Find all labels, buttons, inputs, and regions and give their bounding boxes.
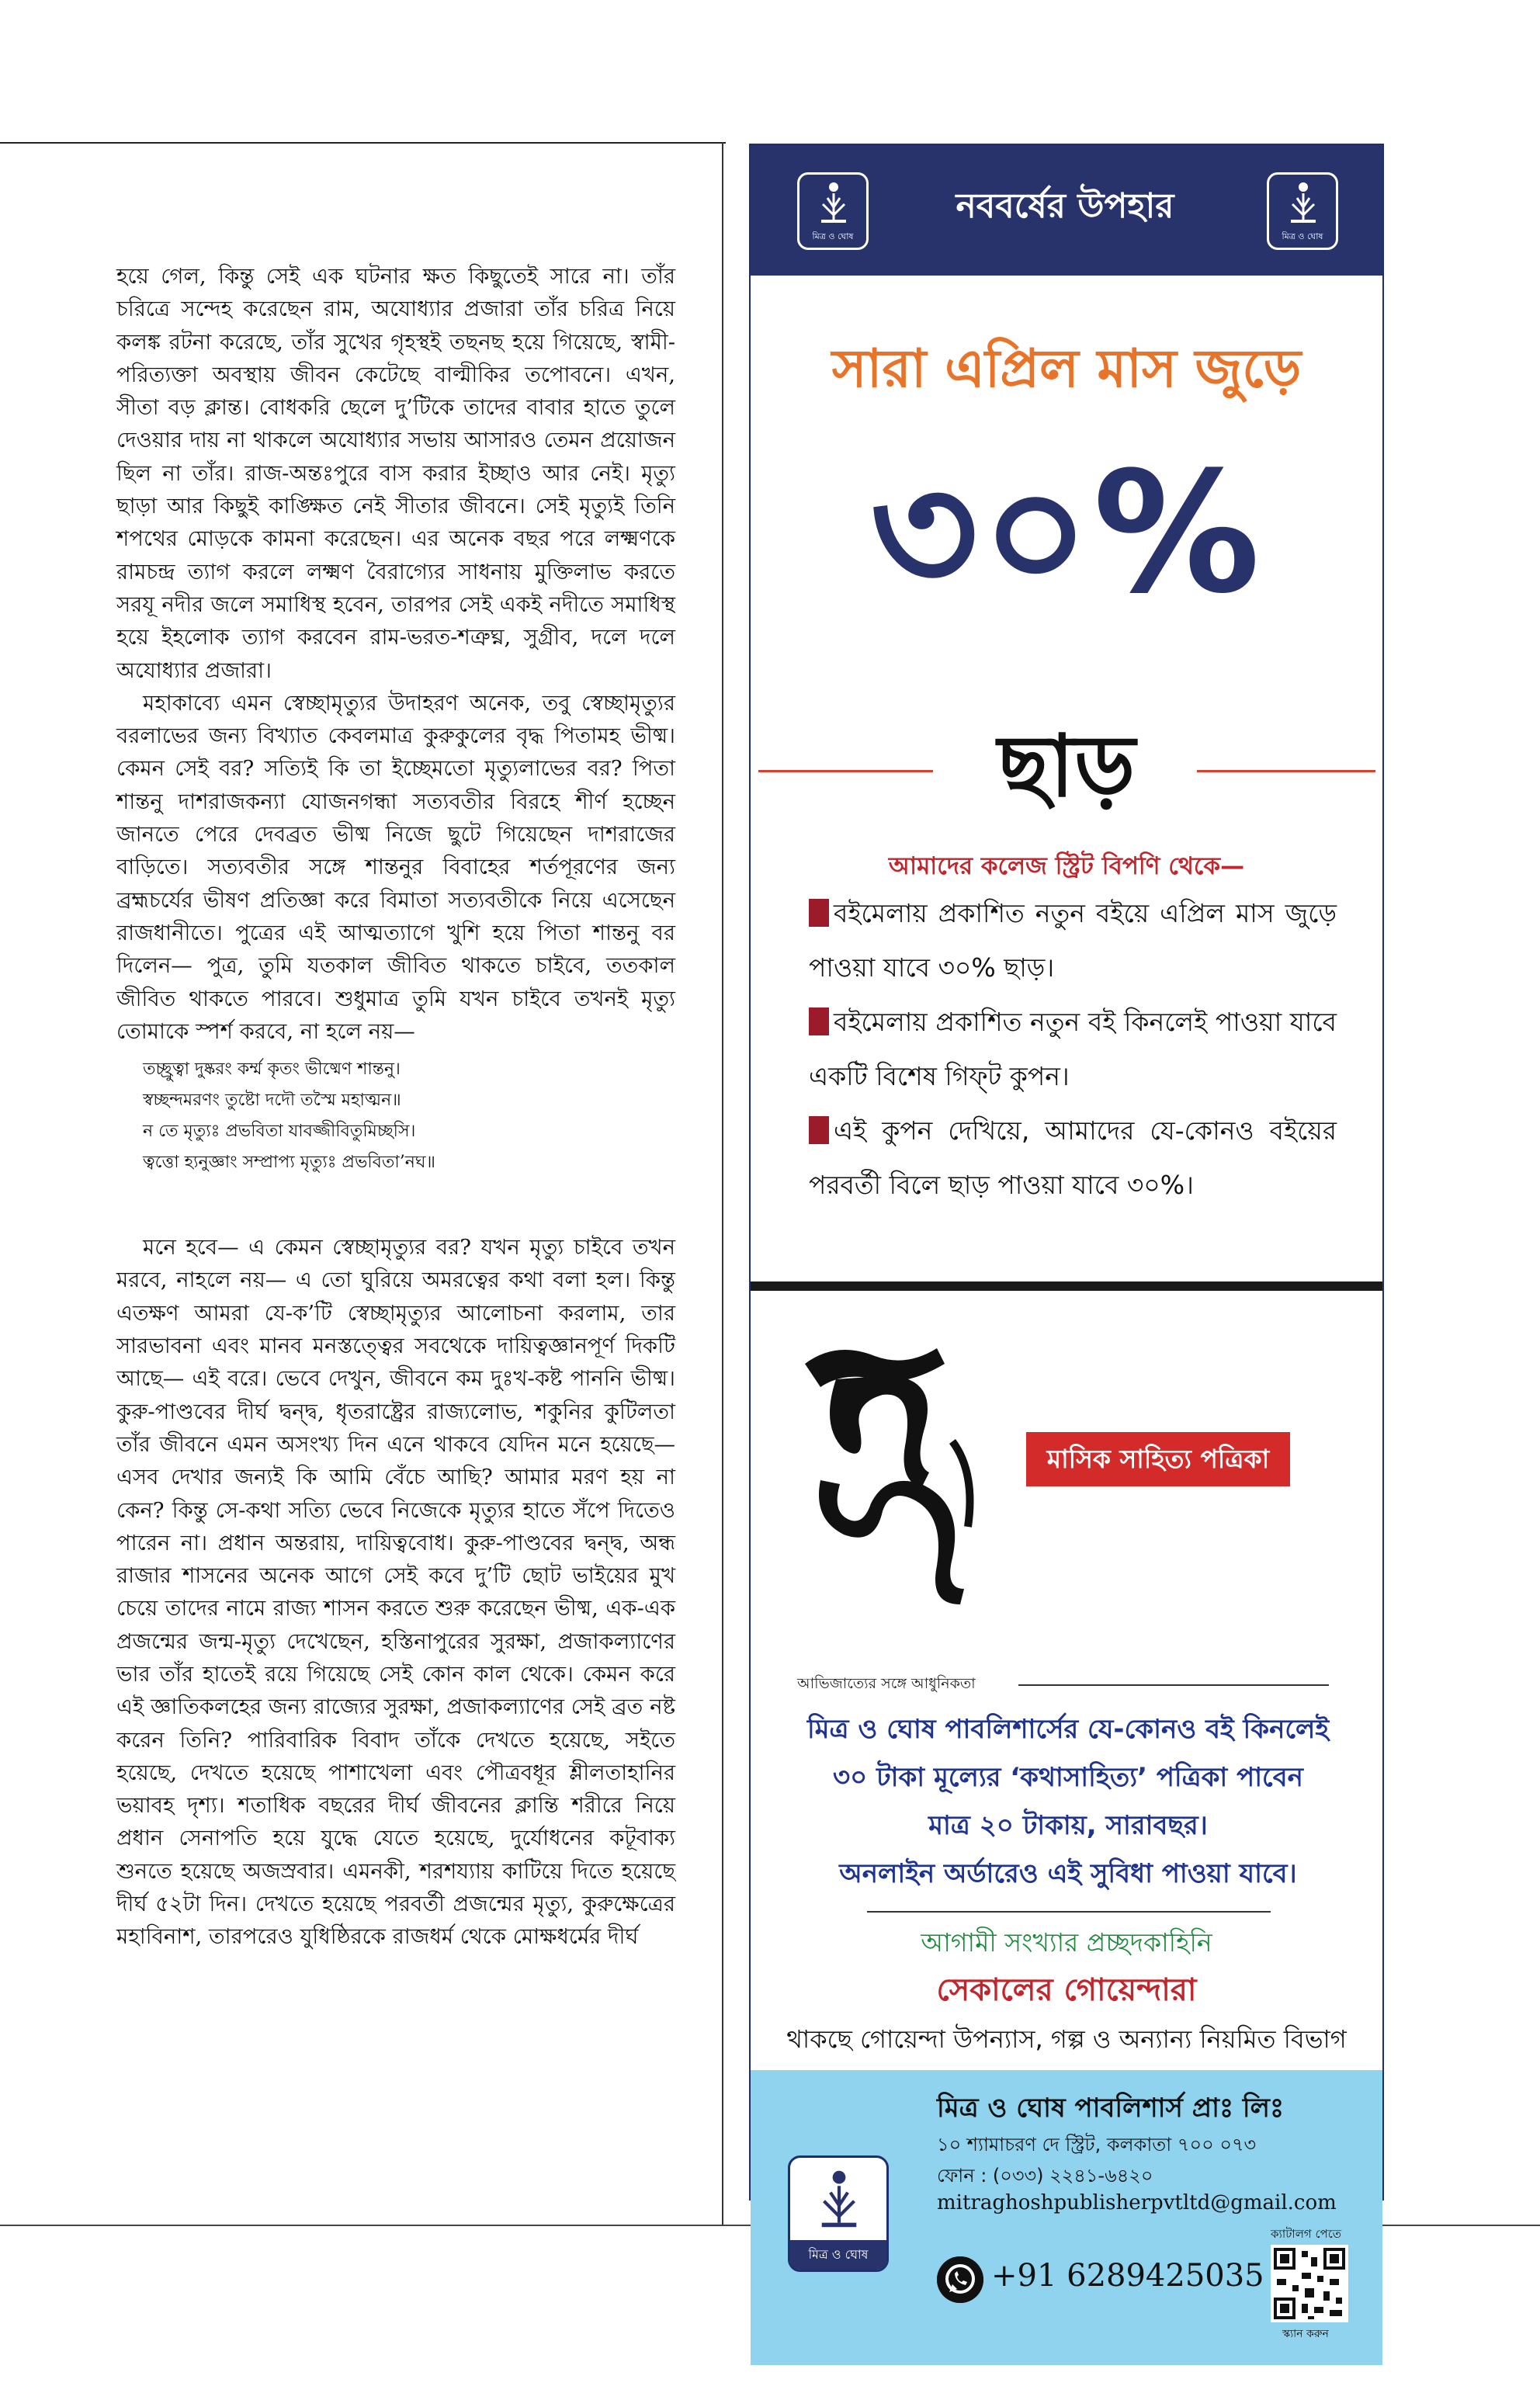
magazine-tagline: আভিজাত্যের সঙ্গে আধুনিকতা <box>797 1675 976 1692</box>
offer-bullets <box>809 886 1337 1212</box>
book-tree-icon <box>1286 181 1320 224</box>
article-paragraph-2: মহাকাব্যে এমন স্বেচ্ছামৃত্যুর উদাহরণ অনেক, তবু স্বেচ্ছামৃত্যুর বরলাভের জন্য বিখ্যাত কেবলমাত্র কুরুকুলের বৃদ্ধ পিতামহ ভীষ্ম। কেমন সেই বর? সত্যিই কি তা ইচ্ছেমতো মৃত্যুলাভের বর? পিতা শান্তনু দাশরাজকন্যা যোজনগন্ধা সত্যবতীর বিরহে শীর্ণ হচ্ছেন জানতে পেরে দেবব্রত ভীষ্ম নিজে ছুটে গিয়েছেন দাশরাজের বাড়িতে। সত্যবতীর সঙ্গে শান্তনুর বিবাহের শর্তপূরণের জন্য ব্রহ্মচর্যের ভীষণ প্রতিজ্ঞা করে বিমাতা সত্যবতীকে নিয়ে এসেছেন রাজধানীতে। পুত্রের এই আত্মত্যাগে খুশি হয়ে পিতা শান্তনু বর দিলেন— পুত্র, তুমি যতকাল জীবিত থাকতে চাইবে, ততকাল জীবিত থাকতে পারবে। শুধুমাত্র তুমি যখন চাইবে তখনই মৃত্যু তোমাকে স্পর্শ করবে, না হলে নয়— <box>116 690 675 1044</box>
list-item: এই কুপন দেখিয়ে, আমাদের যে-কোনও বইয়ের পরবর্তী বিলে ছাড় পাওয়া যাবে ৩০%। <box>809 1115 1337 1200</box>
book-tree-icon <box>815 2169 863 2229</box>
bullet-square-icon <box>809 899 829 927</box>
ad-banner <box>751 145 1382 276</box>
publisher-name: মিত্র ও ঘোষ পাবলিশার্স প্রাঃ লিঃ <box>937 2093 1285 2124</box>
publisher-address: ১০ শ্যামাচরণ দে স্ট্রিট, কলকাতা ৭০০ ০৭৩ <box>937 2134 1257 2155</box>
offer-line: ৩০ টাকা মূল্যের ‘কথাসাহিত্য’ পত্রিকা পাবেন <box>833 1762 1303 1793</box>
publisher-logo <box>788 2155 889 2272</box>
qr-caption-bottom: স্ক্যান করুন <box>1282 2328 1329 2340</box>
list-item: বইমেলায় প্রকাশিত নতুন বইয়ে এপ্রিল মাস জুড়ে পাওয়া যাবে ৩০% ছাড়। <box>809 898 1337 983</box>
katha-sahitya-logo <box>789 1333 991 1620</box>
offer-line: মাত্র ২০ টাকায়, সারাবছর। <box>928 1810 1208 1841</box>
logo-text: মিত্র ও ঘোষ <box>790 2240 886 2270</box>
publisher-logo-right <box>1267 172 1338 250</box>
publisher-phone: ফোন : (০৩৩) ২২৪১-৬৪২০ <box>937 2165 1153 2187</box>
qr-code[interactable] <box>1271 2245 1348 2322</box>
article-column <box>116 260 675 1954</box>
whatsapp-number[interactable]: +91 6289425035 <box>991 2258 1264 2294</box>
offer-line: অনলাইন অর্ডারেও এই সুবিধা পাওয়া যাবে। <box>839 1858 1297 1889</box>
publisher-advertisement <box>749 144 1384 2340</box>
ad-subhead: আমাদের কলেজ স্ট্রিট বিপণি থেকে— <box>888 852 1245 880</box>
banner-title: নববর্ষের উপহার <box>956 186 1174 226</box>
discount-word: ছাড় <box>997 716 1136 816</box>
discount-percent: ৩০% <box>869 435 1264 630</box>
subscription-offer <box>766 1705 1370 1898</box>
next-issue-label: আগামী সংখ্যার প্রচ্ছদকাহিনি <box>921 1927 1212 1958</box>
logo-text: মিত্র ও ঘোষ <box>1282 231 1323 241</box>
whatsapp-icon <box>937 2256 983 2303</box>
offer-rule <box>867 1911 1271 1913</box>
publisher-email[interactable]: mitraghoshpublisherpvtltd@gmail.com <box>937 2191 1337 2214</box>
verse-line: তচ্ছ্রুত্বা দুষ্করং কর্ম্ম কৃতং ভীষ্মেণ শান্তনু। <box>143 1060 401 1080</box>
verse-line: ন তে মৃত্যুঃ প্রভবিতা যাবজ্জীবিতুমিচ্ছসি। <box>143 1122 416 1142</box>
list-item: বইমেলায় প্রকাশিত নতুন বই কিনলেই পাওয়া যাবে একটি বিশেষ গিফ্‌ট কুপন। <box>809 1007 1337 1091</box>
verse-line: স্বচ্ছন্দমরণং তুষ্টো দদৌ তস্মৈ মহাত্মন॥ <box>143 1091 401 1111</box>
column-divider <box>722 142 723 2226</box>
offer-line: মিত্র ও ঘোষ পাবলিশার্সের যে-কোনও বই কিনলেই <box>806 1714 1330 1745</box>
section-separator <box>751 1281 1382 1291</box>
top-rule <box>0 142 726 144</box>
bullet-square-icon <box>809 1116 829 1144</box>
logo-text: মিত্র ও ঘোষ <box>812 231 854 241</box>
publisher-logo-left <box>797 172 869 250</box>
offer-headline: সারা এপ্রিল মাস জুড়ে <box>831 338 1302 400</box>
bullet-square-icon <box>809 1007 829 1035</box>
article-paragraph-1: হয়ে গেল, কিন্তু সেই এক ঘটনার ক্ষত কিছুতেই সারে না। তাঁর চরিত্রে সন্দেহ করেছেন রাম, অযোধ্যার প্রজারা তাঁর চরিত্র নিয়ে কলঙ্ক রটনা করেছে, তাঁর সুখের গৃহস্থই তছনছ হয়ে গিয়েছে, স্বামী-পরিত্যক্তা অবস্থায় জীবন কেটেছে বাল্মীকির তপোবনে। এখন, সীতা বড় ক্লান্ত। বোধকরি ছেলে দু’টিকে তাদের বাবার হাতে তুলে দেওয়ার দায় না থাকলে অযোধ্যার সভায় আসারও তেমন প্রয়োজন ছিল না তাঁর। রাজ-অন্তঃপুরে বাস করার ইচ্ছাও আর নেই। মৃত্যু ছাড়া আর কিছুই কাঙ্ক্ষিত নেই সীতার জীবনে। সেই মৃত্যুই তিনি শপথের মোড়কে কামনা করেছেন। এর অনেক বছর পরে লক্ষ্মণকে রামচন্দ্র ত্যাগ করলে লক্ষ্মণ বৈরাগ্যের সাধনায় মুক্তিলাভ করতে সরযূ নদীর জলে সমাধিস্থ হবেন, তারপর সেই একই নদীতে সমাধিস্থ হয়ে ইহলোক ত্যাগ করবেন রাম-ভরত-শত্রুঘ্ন, সুগ্রীব, দলে দলে অযোধ্যার প্রজারা। <box>116 264 675 683</box>
verse-line: ত্বত্তো হ্যনুজ্ঞাং সম্প্রাপ্য মৃত্যুঃ প্রভবিতা’নঘ॥ <box>143 1153 435 1173</box>
next-issue-items: থাকছে গোয়েন্দা উপন্যাস, গল্প ও অন্যান্য নিয়মিত বিভাগ <box>786 2024 1347 2054</box>
next-issue-title: সেকালের গোয়েন্দারা <box>936 1972 1197 2008</box>
tagline-rule <box>1018 1684 1329 1686</box>
magazine-tag: মাসিক সাহিত্য পত্রিকা <box>1026 1432 1290 1486</box>
qr-caption-top: ক্যাটালগ পেতে <box>1271 2227 1342 2241</box>
article-paragraph-3: মনে হবে— এ কেমন স্বেচ্ছামৃত্যুর বর? যখন মৃত্যু চাইবে তখন মরবে, নাহলে নয়— এ তো ঘুরিয়ে অমরত্বের কথা বলা হল। কিন্তু এতক্ষণ আমরা যে-ক’টি স্বেচ্ছামৃত্যুর আলোচনা করলাম, তার সারভাবনা এবং মানব মনস্তত্ত্বের সবথেকে দায়িত্বজ্ঞানপূর্ণ দিকটি আছে— এই বরে। ভেবে দেখুন, জীবনে কম দুঃখ-কষ্ট পাননি ভীষ্ম। কুরু-পাণ্ডবের দীর্ঘ দ্বন্দ্ব, ধৃতরাষ্ট্রের রাজ্যলোভ, শকুনির কুটিলতা তাঁর জীবনে এমন অসংখ্য দিন এনে থাকবে যেদিন মনে হয়েছে— এসব দেখার জন্যই কি আমি বেঁচে আছি? আমার মরণ হয় না কেন? কিন্তু সে-কথা সত্যি ভেবে নিজেকে মৃত্যুর হাতে সঁপে দিতেও পারেন না। প্রধান অন্তরায়, দায়িত্ববোধ। কুরু-পাণ্ডবের দ্বন্দ্ব, অন্ধ রাজার শাসনের অনেক আগে সেই কবে দু’টি ছোট ভাইয়ের মুখ চেয়ে তাদের নামে রাজ্য শাসন করতে শুরু করেছেন ভীষ্ম, এক-এক প্রজন্মের জন্ম-মৃত্যু দেখেছেন, হস্তিনাপুরের সুরক্ষা, প্রজাকল্যাণের ভার তাঁর হাতেই রয়ে গিয়েছে সেই কোন কাল থেকে। কেমন করে এই জ্ঞাতিকলহের জন্য রাজ্যের সুরক্ষা, প্রজাকল্যাণের সেই ব্রত নষ্ট করেন তিনি? পারিবারিক বিবাদ তাঁকে দেখতে হয়েছে, সইতে হয়েছে, দেখতে হয়েছে পাশাখেলা এবং পৌত্রবধূর শ্লীলতাহানির ভয়াবহ দৃশ্য। শতাধিক বছরের দীর্ঘ জীবনের ক্লান্তি শরীরে নিয়ে প্রধান সেনাপতি হয়ে যুদ্ধে যেতে হয়েছে, দুর্যোধনের কটূবাক্য শুনতে হয়েছে অজস্রবার। এমনকী, শরশয্যায় কাটিয়ে দিতে হয়েছে দীর্ঘ ৫২টা দিন। দেখতে হয়েছে পরবর্তী প্রজন্মের মৃত্যু, কুরুক্ষেত্রের মহাবিনাশ, তারপরেও যুধিষ্ঠিরকে রাজধর্ম থেকে মোক্ষধর্মের দীর্ঘ <box>116 1235 675 1950</box>
book-tree-icon <box>817 181 851 224</box>
sanskrit-verse <box>143 1054 675 1178</box>
divider-right <box>1197 770 1375 772</box>
